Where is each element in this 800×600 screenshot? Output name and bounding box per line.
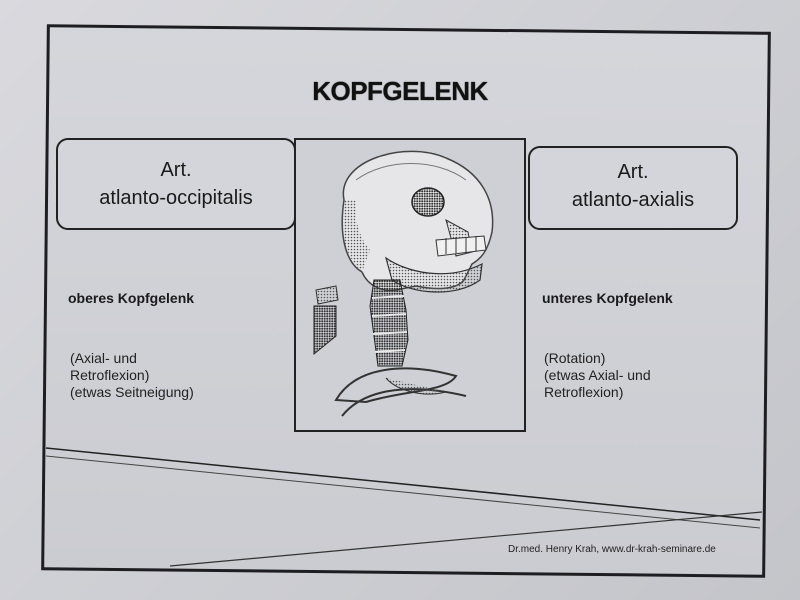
diagonal-line bbox=[46, 456, 760, 528]
diagonal-line bbox=[46, 448, 760, 520]
note-line: Retroflexion) bbox=[70, 367, 150, 383]
heading-oberes-kopfgelenk: oberes Kopfgelenk bbox=[68, 290, 195, 306]
note-line: (Axial- und bbox=[70, 350, 137, 366]
joint-box-line2: atlanto-occipitalis bbox=[99, 187, 253, 209]
author-credit: Dr.med. Henry Krah, www.dr-krah-seminare.de bbox=[508, 544, 716, 555]
joint-box-line2: atlanto-axialis bbox=[571, 189, 695, 211]
joint-box-line1: Art. bbox=[617, 161, 649, 183]
page-title: KOPFGELENK bbox=[312, 76, 488, 106]
note-line: (Rotation) bbox=[544, 350, 606, 366]
note-line: (etwas Axial- und bbox=[544, 367, 651, 383]
joint-box-line1: Art. bbox=[160, 159, 192, 181]
heading-unteres-kopfgelenk: unteres Kopfgelenk bbox=[542, 290, 673, 306]
diagonal-line bbox=[170, 512, 762, 566]
note-line: Retroflexion) bbox=[544, 384, 624, 400]
note-line: (etwas Seitneigung) bbox=[70, 384, 194, 400]
